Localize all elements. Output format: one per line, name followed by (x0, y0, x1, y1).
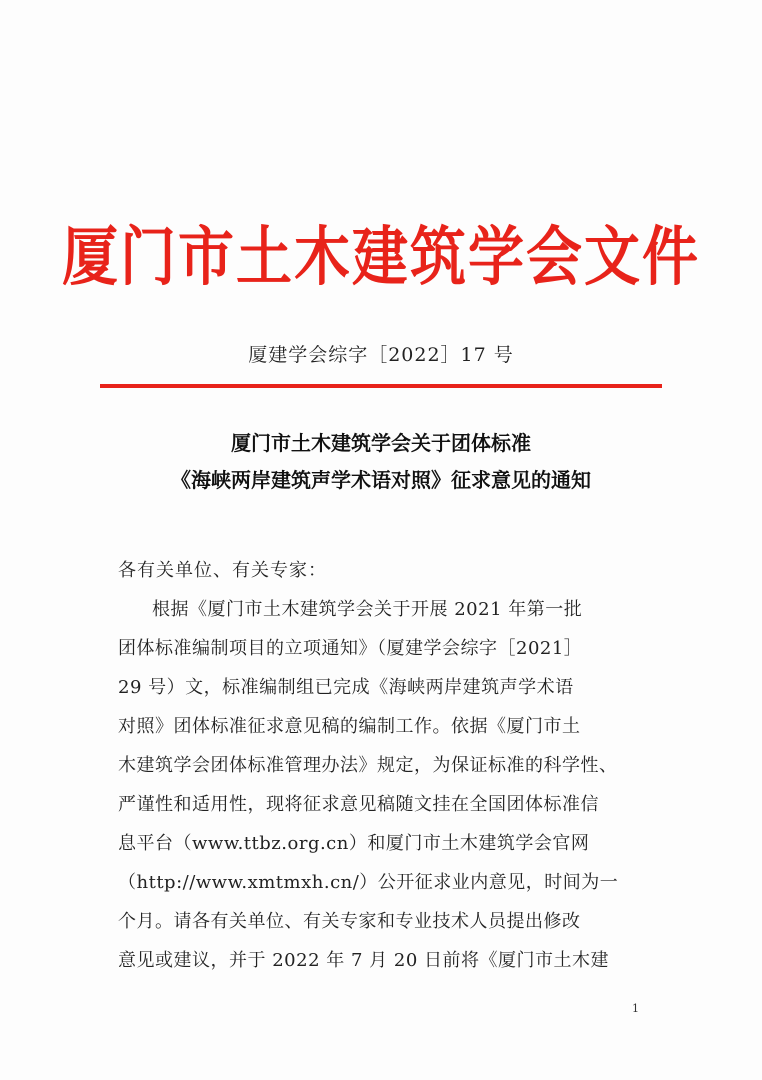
page-number: 1 (632, 1002, 639, 1015)
body-line: 意见或建议，并于 2022 年 7 月 20 日前将《厦门市土木建 (118, 950, 609, 971)
body-line: 个月。请各有关单位、有关专家和专业技术人员提出修改 (118, 911, 581, 932)
body-line: 29 号）文，标准编制组已完成《海峡两岸建筑声学术语 (118, 677, 574, 698)
document-number: 厦建学会综字［2022］17 号 (248, 344, 514, 366)
org-header-title: 厦门市土木建筑学会文件 (62, 219, 700, 295)
notice-title-line-1: 厦门市土木建筑学会关于团体标准 (231, 431, 531, 455)
body-line: 木建筑学会团体标准管理办法》规定，为保证标准的科学性、 (118, 755, 618, 776)
body-line: 严谨性和适用性，现将征求意见稿随文挂在全国团体标准信 (118, 794, 599, 815)
salutation: 各有关单位、有关专家： (118, 560, 327, 581)
body-line: 根据《厦门市土木建筑学会关于开展 2021 年第一批 (152, 599, 583, 620)
red-divider-line (100, 384, 662, 388)
body-line: 团体标准编制项目的立项通知》（厦建学会综字［2021］ (118, 638, 583, 659)
body-line: 息平台（www.ttbz.org.cn）和厦门市土木建筑学会官网 (118, 833, 590, 854)
notice-title-line-2: 《海峡两岸建筑声学术语对照》征求意见的通知 (171, 468, 591, 492)
body-line: （http://www.xmtmxh.cn/）公开征求业内意见，时间为一 (118, 872, 619, 893)
body-line: 对照》团体标准征求意见稿的编制工作。依据《厦门市土 (118, 716, 581, 737)
